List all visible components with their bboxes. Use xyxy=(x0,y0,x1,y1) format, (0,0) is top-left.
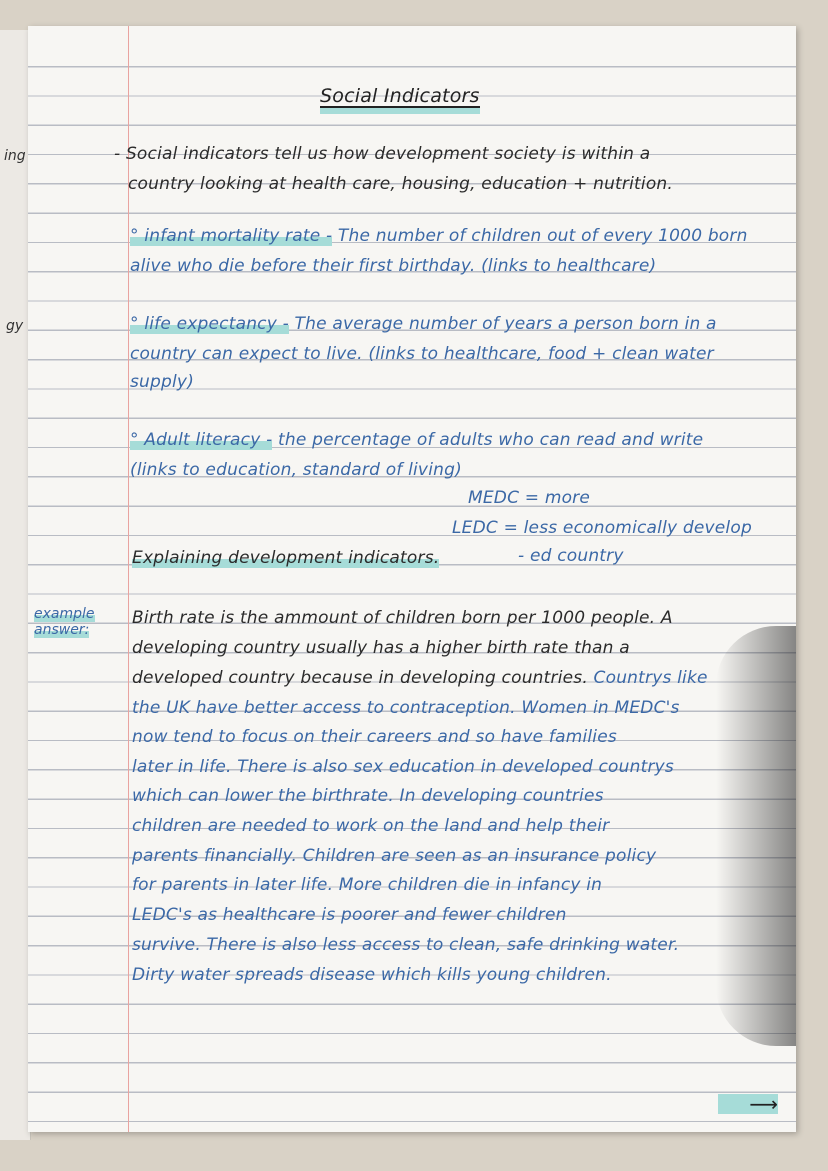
answer-line xyxy=(132,668,708,688)
subheading-text: Explaining development indicators. xyxy=(132,548,440,568)
answer-line: for parents in later life. More children die in infancy in xyxy=(132,875,603,895)
answer-text: developed country because in developing countries. xyxy=(132,668,588,688)
answer-line: parents financially. Children are seen as an insurance policy xyxy=(132,846,657,866)
answer-line: the UK have better access to contraception. Women in MEDC's xyxy=(132,698,680,718)
term-highlight: ° life expectancy - xyxy=(130,314,289,334)
page-title: Social Indicators xyxy=(320,85,480,107)
intro-line: country looking at health care, housing, education + nutrition. xyxy=(128,174,674,194)
ledc-note: LEDC = less economically develop xyxy=(452,518,752,538)
margin-fragment: gy xyxy=(6,318,24,334)
term-highlight: ° infant mortality rate - xyxy=(130,226,333,246)
life-expectancy-def xyxy=(130,314,717,334)
life-expectancy-def-line: country can expect to live. (links to healthcare, food + clean water xyxy=(130,344,714,364)
answer-line: Birth rate is the ammount of children born per 1000 people. A xyxy=(132,608,673,628)
side-label xyxy=(34,606,95,638)
ledc-note-cont: - ed country xyxy=(518,546,624,566)
medc-note: MEDC = more xyxy=(468,488,591,508)
term-highlight: ° Adult literacy - xyxy=(130,430,273,450)
notebook-page xyxy=(28,26,796,1132)
next-page-arrow-icon: ⟶ xyxy=(718,1094,778,1114)
side-label-line: example xyxy=(34,606,95,622)
answer-line: survive. There is also less access to clean, safe drinking water. xyxy=(132,935,680,955)
answer-line: later in life. There is also sex education in developed countrys xyxy=(132,757,674,777)
shadow xyxy=(716,626,796,1046)
adult-literacy-def-line: (links to education, standard of living) xyxy=(130,460,462,480)
answer-line: Dirty water spreads disease which kills young children. xyxy=(132,965,612,985)
intro-line: - Social indicators tell us how development society is within a xyxy=(114,144,651,164)
margin-fragment: ing xyxy=(4,148,26,164)
answer-line: LEDC's as healthcare is poorer and fewer children xyxy=(132,905,567,925)
infant-mortality-def xyxy=(130,226,748,246)
side-label-line: answer: xyxy=(34,622,90,638)
previous-page-edge xyxy=(0,30,31,1140)
answer-line: now tend to focus on their careers and so have families xyxy=(132,727,617,747)
answer-line: children are needed to work on the land and help their xyxy=(132,816,610,836)
definition-text: the percentage of adults who can read and write xyxy=(272,430,704,450)
answer-line: which can lower the birthrate. In developing countries xyxy=(132,786,604,806)
definition-text: The average number of years a person born in a xyxy=(288,314,717,334)
definition-text: The number of children out of every 1000 born xyxy=(332,226,748,246)
life-expectancy-def-line: supply) xyxy=(130,372,195,392)
answer-line: developing country usually has a higher birth rate than a xyxy=(132,638,630,658)
adult-literacy-def xyxy=(130,430,703,450)
answer-text-blue: Countrys like xyxy=(587,668,708,688)
infant-mortality-def-line: alive who die before their first birthday. (links to healthcare) xyxy=(130,256,657,276)
subheading xyxy=(132,548,439,568)
